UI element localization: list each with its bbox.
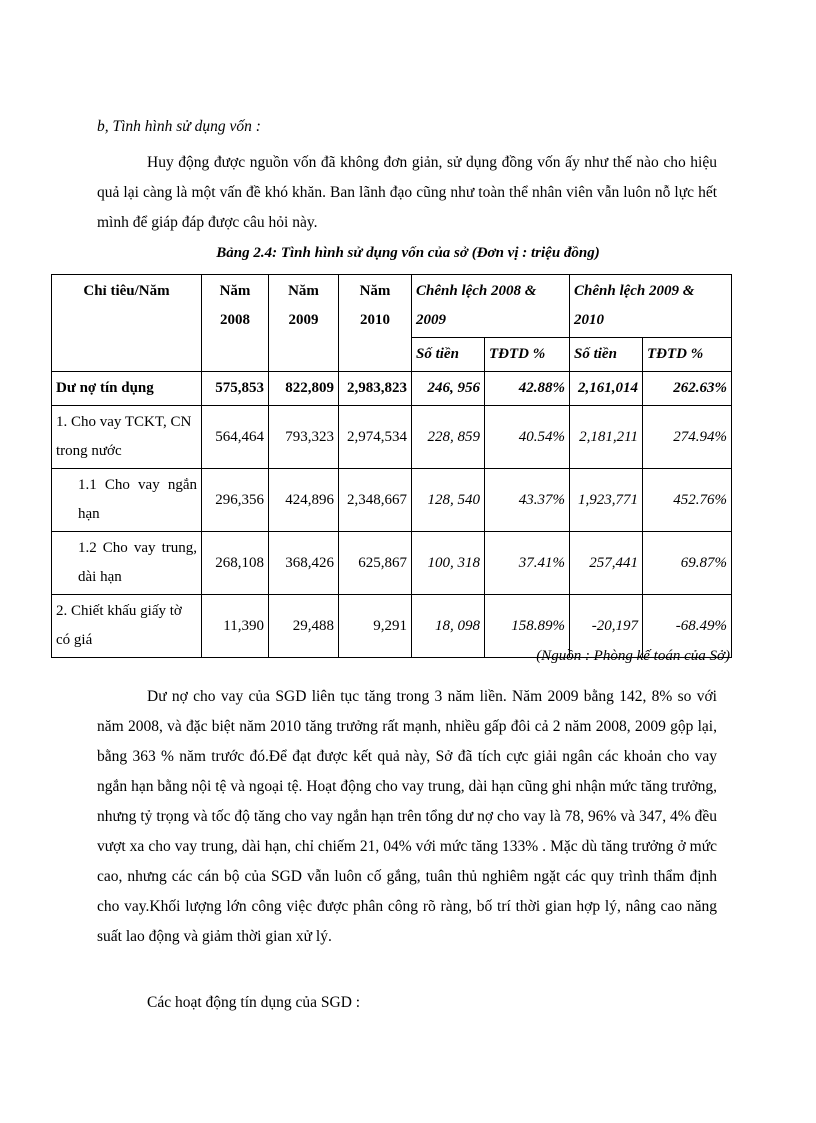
cell-diff2-amount: 257,441 <box>570 532 643 595</box>
cell-2010: 2,983,823 <box>339 372 412 406</box>
cell-diff1-rate: 37.41% <box>485 532 570 595</box>
table-row <box>52 372 732 406</box>
cell-diff2-rate: 69.87% <box>643 532 732 595</box>
cell-diff2-amount: 1,923,771 <box>570 469 643 532</box>
cell-diff1-rate: 158.89% <box>485 595 570 658</box>
cell-diff1-rate: 43.37% <box>485 469 570 532</box>
cell-diff2-rate: 262.63% <box>643 372 732 406</box>
header-2010: Năm 2010 <box>339 275 412 372</box>
section-subheading: b, Tình hình sử dụng vốn : <box>97 118 261 135</box>
header-rate-2: TĐTD % <box>643 338 732 372</box>
cell-2010: 2,974,534 <box>339 406 412 469</box>
cell-2010: 625,867 <box>339 532 412 595</box>
cell-diff2-rate: -68.49% <box>643 595 732 658</box>
cell-diff2-amount: -20,197 <box>570 595 643 658</box>
cell-2008: 564,464 <box>202 406 269 469</box>
row-label: 1. Cho vay TCKT, CN trong nước <box>52 406 202 469</box>
cell-diff1-amount: 18, 098 <box>412 595 485 658</box>
cell-2010: 9,291 <box>339 595 412 658</box>
cell-diff1-rate: 40.54% <box>485 406 570 469</box>
table-row <box>52 469 732 532</box>
row-label: Dư nợ tín dụng <box>52 372 202 406</box>
row-label: 1.2 Cho vay trung, dài hạn <box>52 532 202 595</box>
cell-2008: 268,108 <box>202 532 269 595</box>
closing-line: Các hoạt động tín dụng của SGD : <box>147 994 361 1011</box>
header-amount-1: Số tiền <box>412 338 485 372</box>
header-2008: Năm 2008 <box>202 275 269 372</box>
header-indicator: Chỉ tiêu/Năm <box>52 275 202 372</box>
cell-diff1-amount: 100, 318 <box>412 532 485 595</box>
cell-2009: 368,426 <box>269 532 339 595</box>
cell-diff1-amount: 246, 956 <box>412 372 485 406</box>
header-diff-2008-2009: Chênh lệch 2008 & 2009 <box>412 275 570 338</box>
cell-2008: 575,853 <box>202 372 269 406</box>
cell-diff2-rate: 452.76% <box>643 469 732 532</box>
cell-diff1-rate: 42.88% <box>485 372 570 406</box>
header-amount-2: Số tiền <box>570 338 643 372</box>
table-row <box>52 406 732 469</box>
cell-2008: 296,356 <box>202 469 269 532</box>
cell-2010: 2,348,667 <box>339 469 412 532</box>
row-label: 2. Chiết khấu giấy tờ có giá <box>52 595 202 658</box>
cell-diff2-rate: 274.94% <box>643 406 732 469</box>
row-label: 1.1 Cho vay ngắn hạn <box>52 469 202 532</box>
cell-diff1-amount: 128, 540 <box>412 469 485 532</box>
header-2009: Năm 2009 <box>269 275 339 372</box>
intro-paragraph: Huy động được nguồn vốn đã không đơn giản, sử dụng đồng vốn ấy như thế nào cho hiệu quả lại càng là một vấn đề khó khăn. Ban lãnh đạo cũng như toàn thể nhân viên vẫn luôn nỗ lực hết mình để giáp đáp được câu hỏi này. <box>97 154 717 231</box>
cell-2008: 11,390 <box>202 595 269 658</box>
cell-diff2-amount: 2,161,014 <box>570 372 643 406</box>
table-row <box>52 532 732 595</box>
cell-diff2-amount: 2,181,211 <box>570 406 643 469</box>
header-diff-2009-2010: Chênh lệch 2009 & 2010 <box>570 275 732 338</box>
capital-usage-table <box>51 274 732 658</box>
header-rate-1: TĐTD % <box>485 338 570 372</box>
cell-2009: 793,323 <box>269 406 339 469</box>
analysis-paragraph: Dư nợ cho vay của SGD liên tục tăng trong 3 năm liền. Năm 2009 bằng 142, 8% so với năm 2008, và đặc biệt năm 2010 tăng trưởng rất mạnh, nhiều gấp đôi cả 2 năm 2008, 2009 gộp lại, bằng 363 % năm trước đó.Để đạt được kết quả này, Sở đã tích cực giải ngân các khoản cho vay ngắn hạn bằng nội tệ và ngoại tệ. Hoạt động cho vay trung, dài hạn cũng ghi nhận mức tăng trưởng, nhưng tỷ trọng và tốc độ tăng cho vay ngắn hạn trên tổng dư nợ cho vay là 78, 96% và 347, 4% đều vượt xa cho vay trung, dài hạn, chỉ chiếm 21, 04% với mức tăng 133% . Mặc dù tăng trưởng ở mức cao, nhưng các cán bộ của SGD vẫn luôn cố gắng, tuân thủ nghiêm ngặt các quy trình thẩm định cho vay.Khối lượng lớn công việc được phân công rõ ràng, bố trí thời gian hợp lý, nâng cao năng suất lao động và giảm thời gian xử lý. <box>97 688 717 945</box>
cell-diff1-amount: 228, 859 <box>412 406 485 469</box>
cell-2009: 29,488 <box>269 595 339 658</box>
cell-2009: 822,809 <box>269 372 339 406</box>
cell-2009: 424,896 <box>269 469 339 532</box>
table-caption: Bảng 2.4: Tình hình sử dụng vốn của sở (Đơn vị : triệu đồng) <box>216 245 600 261</box>
table-source: (Nguồn : Phòng kế toán của Sở) <box>536 648 730 664</box>
